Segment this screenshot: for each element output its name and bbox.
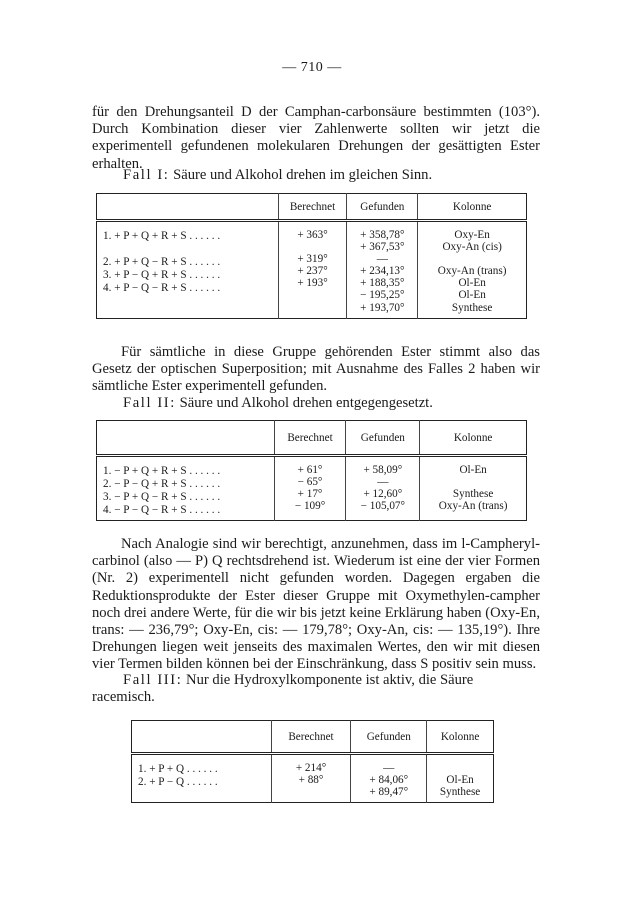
table-2-row-3-label: 3. − P + Q − R + S . . . . . . — [103, 491, 221, 504]
table-1-gefunden-6: − 195,25° — [360, 289, 405, 302]
fall-2-name: Fall II: — [123, 395, 176, 411]
table-1-gefunden-3: — — [376, 253, 388, 266]
table-fall-3 — [131, 720, 494, 803]
table-2-header-label — [97, 421, 275, 456]
table-2-row-1-label: 1. − P + Q + R + S . . . . . . — [103, 465, 221, 477]
table-fall-2 — [96, 420, 527, 521]
table-3-header-label — [132, 721, 272, 754]
table-1-row-3-label: 3. + P − Q + R + S . . . . . . — [103, 269, 221, 282]
table-2-gefunden-4: − 105,07° — [360, 500, 406, 513]
table-2-kolonne-3: Oxy-An (trans) — [438, 500, 508, 513]
fall-1-heading — [123, 167, 624, 184]
fall-3-heading — [123, 672, 541, 689]
paragraph-4: racemisch. — [92, 689, 155, 705]
table-2-kolonne-1: Ol-En — [459, 464, 487, 476]
table-1-kolonne-6: Synthese — [451, 301, 493, 314]
table-1-berechnet-2: + 319° — [297, 253, 328, 266]
fall-1-text: Säure und Alkohol drehen im gleichen Sinn. — [173, 167, 433, 183]
table-1-berechnet-3: + 237° — [297, 265, 328, 278]
table-1-berechnet-4: + 193° — [297, 277, 328, 290]
table-3-row-1-label: 1. + P + Q . . . . . . — [138, 763, 218, 775]
table-1-body — [97, 229, 527, 314]
table-1-gefunden-5: + 188,35° — [360, 277, 405, 290]
fall-1-name: Fall I: — [123, 167, 170, 183]
table-3-kolonne-2: Synthese — [439, 786, 481, 799]
table-1-gefunden-1: + 358,78° — [360, 229, 405, 241]
table-2-berechnet-1: + 61° — [297, 464, 323, 476]
table-1-header-label — [97, 194, 279, 221]
table-1-header-berechnet: Berechnet — [278, 194, 347, 221]
table-3-body — [132, 762, 494, 798]
table-1-berechnet-1: + 363° — [297, 229, 328, 241]
table-2-berechnet-3: + 17° — [297, 488, 323, 501]
table-3-header-kolonne: Kolonne — [427, 721, 494, 754]
paragraph-2: Für sämtliche in diese Gruppe gehörenden Ester stimmt also das Gesetz der optischen Superposition; mit Ausnahme des Falles 2 haben wir sämtliche Ester experimentell gefunden. — [92, 344, 540, 395]
table-1-kolonne-3: Oxy-An (trans) — [437, 265, 507, 278]
table-fall-1 — [96, 193, 527, 319]
table-3-gefunden-1: — — [383, 762, 395, 774]
table-3-header-berechnet: Berechnet — [271, 721, 351, 754]
table-2-berechnet-4: − 109° — [294, 500, 326, 513]
table-2-gefunden-3: + 12,60° — [363, 488, 403, 501]
table-2-kolonne-2: Synthese — [452, 488, 494, 501]
table-2-header-kolonne: Kolonne — [420, 421, 527, 456]
table-1-row-2-label: 2. + P + Q − R + S . . . . . . — [103, 256, 221, 269]
table-2-row-4-label: 4. − P − Q − R + S . . . . . . — [103, 504, 221, 517]
table-3-gefunden-2: + 84,06° — [369, 774, 409, 787]
fall-2-text: Säure und Alkohol drehen entgegengesetzt. — [179, 395, 433, 411]
table-1-gefunden-2: + 367,53° — [360, 241, 405, 254]
fall-3-name: Fall III: — [123, 672, 183, 688]
table-2-body — [97, 464, 527, 516]
table-1-kolonne-5: Ol-En — [458, 289, 486, 302]
table-1-gefunden-4: + 234,13° — [360, 265, 405, 278]
table-1-row-1-label: 1. + P + Q + R + S . . . . . . — [103, 230, 221, 242]
table-1-kolonne-4: Ol-En — [458, 277, 486, 290]
table-1-kolonne-1: Oxy-En — [454, 229, 490, 241]
table-2-header-gefunden: Gefunden — [346, 421, 420, 456]
table-1-kolonne-2: Oxy-An (cis) — [442, 241, 502, 254]
table-1-row-4-label: 4. + P − Q − R + S . . . . . . — [103, 282, 221, 295]
table-2-gefunden-1: + 58,09° — [363, 464, 403, 476]
paragraph-3: Nach Analogie sind wir berechtigt, anzunehmen, dass im l-Campheryl-carbinol (also — P) Q rechtsdrehend ist. Wiederum ist eine der vier Formen (Nr. 2) experimentell nicht gefunden worden. Dagegen ergaben die Reduktionsprodukte der Ester dieser Gruppe mit Oxymethylen-campher noch drei andere Werte, für die wir bis jetzt keine Erklärung haben (Oxy-En, trans: — 236,79°; Oxy-En, cis: — 179,78°; Oxy-An, cis: — 135,19°). Ihre Drehungen liegen weit jenseits des maximalen Wertes, den wir mit diesen vier Termen bilden können bei der Einschränkung, dass S positiv sein muss. — [92, 536, 540, 673]
table-3-berechnet-2: + 88° — [298, 774, 324, 787]
fall-3-text: Nur die Hydroxylkomponente ist aktiv, die Säure — [186, 672, 474, 688]
table-1-header-kolonne: Kolonne — [418, 194, 527, 221]
table-2-header-berechnet: Berechnet — [274, 421, 346, 456]
table-1-header-gefunden: Gefunden — [347, 194, 418, 221]
fall-2-heading — [123, 395, 624, 412]
table-3-header-gefunden: Gefunden — [351, 721, 427, 754]
table-3-berechnet-1: + 214° — [295, 762, 327, 774]
paragraph-1: für den Drehungsanteil D der Camphan-carbonsäure bestimmten (103°). Durch Kombination dieser vier Zahlenwerte sollten wir jetzt die experimentell gefundenen molekularen Drehungen der gesättigten Ester erhalten. — [92, 104, 540, 172]
table-2-berechnet-2: − 65° — [297, 476, 323, 489]
table-3-kolonne-1: Ol-En — [446, 774, 474, 787]
page-number: — 710 — — [282, 60, 342, 75]
table-2-gefunden-2: — — [377, 476, 389, 489]
table-3-gefunden-3: + 89,47° — [369, 786, 409, 799]
table-2-row-2-label: 2. − P − Q + R + S . . . . . . — [103, 478, 221, 491]
table-3-row-2-label: 2. + P − Q . . . . . . — [138, 776, 218, 789]
table-1-gefunden-7: + 193,70° — [360, 301, 405, 314]
